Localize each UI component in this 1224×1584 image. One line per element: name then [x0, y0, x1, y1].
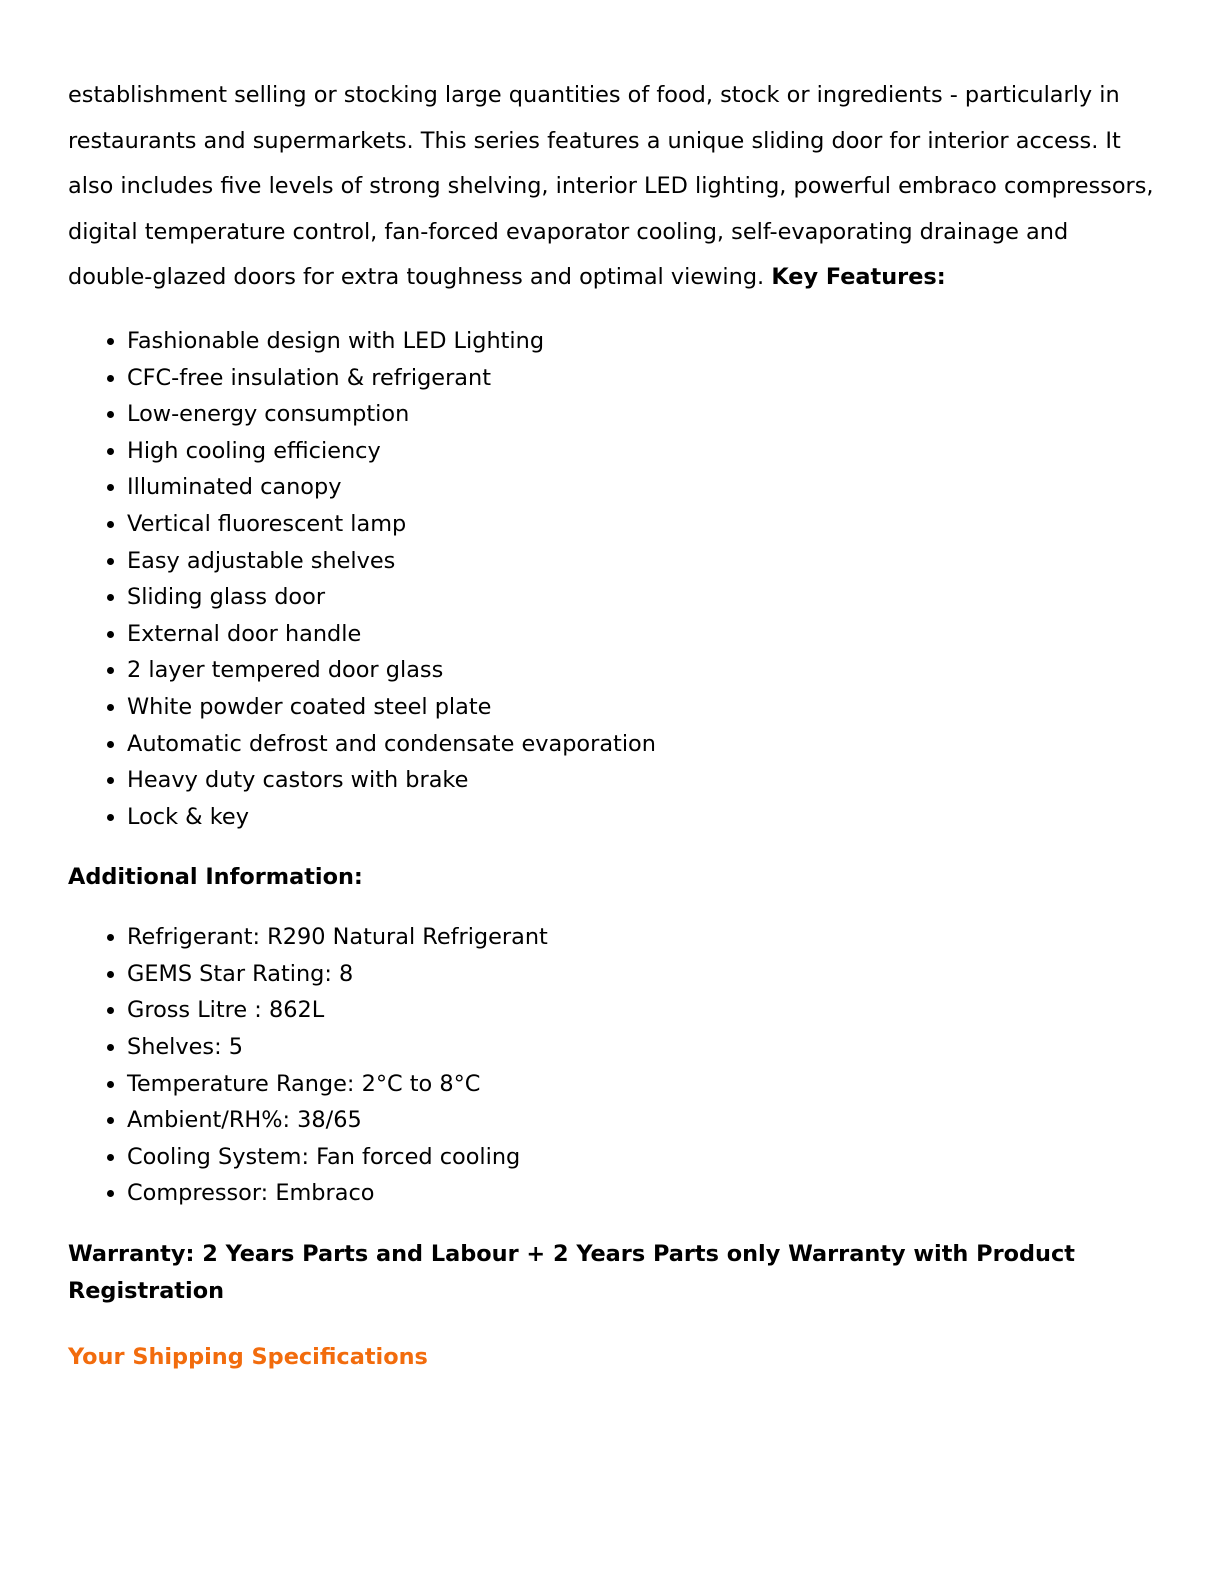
list-item: • Low-energy consumption	[127, 396, 1158, 433]
list-item: • Refrigerant: R290 Natural Refrigerant	[127, 919, 1158, 956]
list-item: • Automatic defrost and condensate evaporation	[127, 726, 1158, 763]
list-item: • Gross Litre : 862L	[127, 992, 1158, 1029]
list-item: • Heavy duty castors with brake	[127, 762, 1158, 799]
shipping-specifications-link[interactable]: Your Shipping Specifications	[68, 1344, 428, 1371]
list-item: • Shelves: 5	[127, 1029, 1158, 1066]
list-item: • Compressor: Embraco	[127, 1175, 1158, 1212]
list-item: • Cooling System: Fan forced cooling	[127, 1139, 1158, 1176]
list-item: • White powder coated steel plate	[127, 689, 1158, 726]
additional-information-list	[68, 919, 1158, 1212]
list-item: • 2 layer tempered door glass	[127, 652, 1158, 689]
product-description	[68, 73, 1158, 1398]
list-item: • External door handle	[127, 616, 1158, 653]
list-item: • Fashionable design with LED Lighting	[127, 323, 1158, 360]
list-item: • High cooling efficiency	[127, 433, 1158, 470]
description-text: establishment selling or stocking large quantities of food, stock or ingredients - particularly in restaurants and supermarkets. This series features a unique sliding door for interior access. It also includes five levels of strong shelving, interior LED lighting, powerful embraco compressors, digital temperature control, fan-forced evaporator cooling, self-evaporating drainage and double-glazed doors for extra toughness and optimal viewing.	[68, 82, 1154, 291]
list-item: • Temperature Range: 2°C to 8°C	[127, 1066, 1158, 1103]
key-features-list	[68, 323, 1158, 835]
list-item: • GEMS Star Rating: 8	[127, 956, 1158, 993]
description-paragraph	[68, 73, 1158, 301]
list-item: • Vertical fluorescent lamp	[127, 506, 1158, 543]
list-item: • CFC-free insulation & refrigerant	[127, 360, 1158, 397]
list-item: • Sliding glass door	[127, 579, 1158, 616]
additional-information-heading: Additional Information:	[68, 864, 363, 891]
list-item: • Ambient/RH%: 38/65	[127, 1102, 1158, 1139]
warranty-statement: Warranty: 2 Years Parts and Labour + 2 Years Parts only Warranty with Product Registration	[68, 1241, 1075, 1304]
list-item: • Easy adjustable shelves	[127, 543, 1158, 580]
list-item: • Illuminated canopy	[127, 469, 1158, 506]
key-features-label: Key Features:	[771, 264, 946, 291]
list-item: • Lock & key	[127, 799, 1158, 836]
